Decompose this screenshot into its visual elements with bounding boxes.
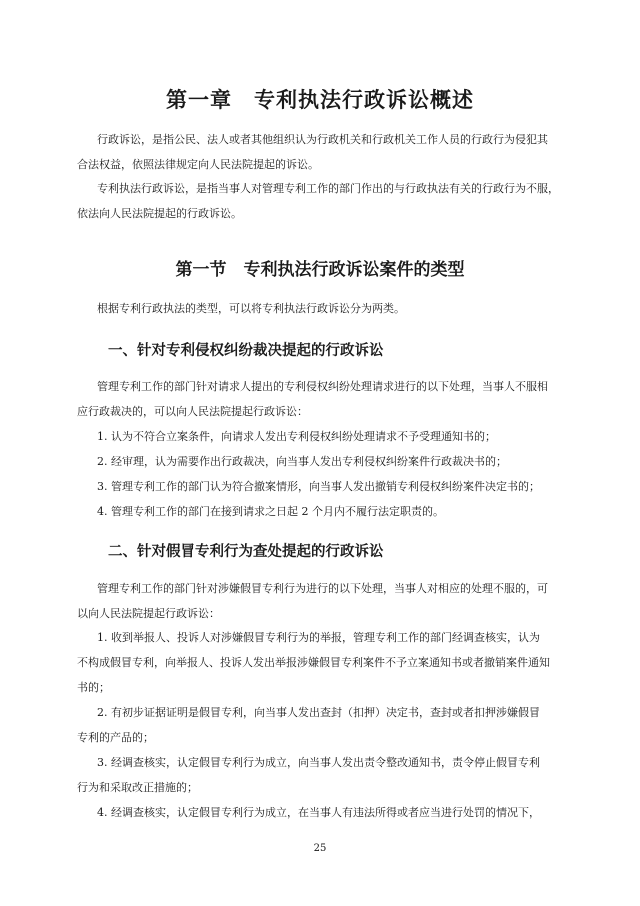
text-line: 专利执法行政诉讼，是指当事人对管理专利工作的部门作出的与行政执法有关的行政行为不服， [97, 182, 559, 195]
text-line: 不构成假冒专利，向举报人、投诉人发出举报涉嫌假冒专利案件不予立案通知书或者撤销案件通知 [77, 656, 550, 669]
text-line: 书的； [77, 681, 110, 694]
list-item: 4. 经调查核实，认定假冒专利行为成立，在当事人有违法所得或者应当进行处罚的情况下， [97, 806, 540, 819]
intro-paragraph-1 [77, 127, 565, 177]
list-item: 2. 经审理，认为需要作出行政裁决，向当事人发出专利侵权纠纷案件行政裁决书的； [97, 455, 507, 468]
text-line: 根据专利行政执法的类型，可以将专利执法行政诉讼分为两类。 [97, 302, 405, 315]
text-line: 合法权益，依照法律规定向人民法院提起的诉讼。 [77, 158, 319, 171]
section-intro [97, 296, 565, 321]
text-line: 专利的产品的； [77, 731, 154, 744]
list-item: 2. 有初步证据证明是假冒专利，向当事人发出查封（扣押）决定书，查封或者扣押涉嫌假冒 [97, 706, 540, 719]
subsection-1-lead [77, 374, 565, 424]
subsection-title-1: 一、针对专利侵权纠纷裁决提起的行政诉讼 [108, 343, 384, 359]
text-line: 行为和采取改正措施的； [77, 781, 198, 794]
list-item: 4. 管理专利工作的部门在接到请求之日起 2 个月内不履行法定职责的。 [97, 505, 444, 518]
list-item: 1. 收到举报人、投诉人对涉嫌假冒专利行为的举报，管理专利工作的部门经调查核实，认为 [97, 631, 540, 644]
section-title: 第一节 专利执法行政诉讼案件的类型 [175, 260, 465, 280]
text-line: 应行政裁决的，可以向人民法院提起行政诉讼： [77, 405, 308, 418]
text-line: 依法向人民法院提起的行政诉讼。 [77, 207, 242, 220]
text-line: 以向人民法院提起行政诉讼： [77, 607, 220, 620]
list-item: 3. 经调查核实，认定假冒专利行为成立，向当事人发出责令整改通知书，责令停止假冒专利 [97, 756, 540, 769]
text-line: 管理专利工作的部门针对请求人提出的专利侵权纠纷处理请求进行的以下处理，当事人不服相 [97, 380, 548, 393]
text-line: 管理专利工作的部门针对涉嫌假冒专利行为进行的以下处理，当事人对相应的处理不服的，可 [97, 582, 548, 595]
page-number: 25 [313, 843, 327, 854]
subsection-2-lead [77, 576, 565, 626]
text-line: 行政诉讼，是指公民、法人或者其他组织认为行政机关和行政机关工作人员的行政行为侵犯其 [97, 133, 548, 146]
chapter-title: 第一章 专利执法行政诉讼概述 [166, 88, 474, 112]
intro-paragraph-2 [77, 176, 565, 226]
subsection-2-list [77, 625, 565, 825]
subsection-1-list [97, 424, 565, 524]
list-item: 1. 认为不符合立案条件，向请求人发出专利侵权纠纷处理请求不予受理通知书的； [97, 430, 496, 443]
list-item: 3. 管理专利工作的部门认为符合撤案情形，向当事人发出撤销专利侵权纠纷案件决定书的； [97, 480, 540, 493]
subsection-title-2: 二、针对假冒专利行为查处提起的行政诉讼 [108, 544, 384, 560]
